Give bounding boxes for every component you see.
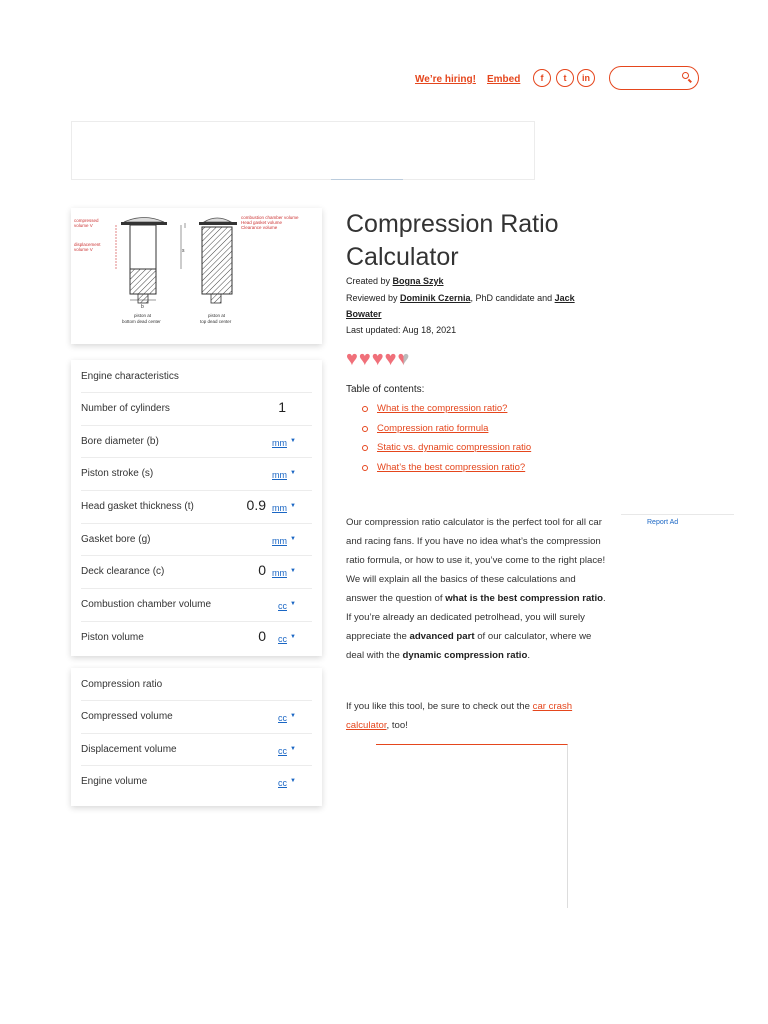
panel-title: Engine characteristics bbox=[81, 371, 179, 382]
input-row[interactable] bbox=[81, 523, 312, 556]
unit-select[interactable]: cc bbox=[278, 713, 287, 723]
created-by bbox=[346, 273, 444, 289]
compressed-label: compressed bbox=[74, 218, 99, 223]
engine-characteristics-panel bbox=[71, 360, 322, 656]
gasket-label: Head gasket volume bbox=[241, 220, 283, 225]
heart-icon[interactable]: ♥ bbox=[346, 348, 358, 370]
heart-icon[interactable]: ♥ bbox=[358, 348, 371, 370]
field-label: Bore diameter (b) bbox=[81, 435, 159, 447]
search-input[interactable] bbox=[609, 66, 699, 90]
embed-link[interactable]: Embed bbox=[487, 74, 521, 85]
displacement-sub-label: volume V bbox=[74, 247, 93, 252]
toc-item[interactable] bbox=[362, 423, 531, 443]
intro-paragraph: Our compression ratio calculator is the perfect tool for all car and racing fans. If you have no idea what’s the compression ratio formula, or how to use it, you’ve come to the right place! We will explain all the basics of these calculations and answer the question of what is the best compression ratio. If you’re already an dedicated petrolhead, you will surely appreciate the advanced part of our calculator, where we deal with the dynamic compression ratio. bbox=[346, 517, 606, 661]
input-row[interactable] bbox=[81, 765, 312, 798]
unit-select[interactable]: cc bbox=[278, 778, 287, 789]
field-label: Compressed volume bbox=[81, 711, 173, 722]
top-ad-placeholder bbox=[71, 121, 535, 180]
linkedin-icon[interactable]: in bbox=[577, 69, 595, 87]
bore-label: b bbox=[141, 304, 144, 310]
search-icon[interactable] bbox=[682, 72, 689, 79]
input-row[interactable] bbox=[81, 392, 312, 425]
author-link[interactable]: Bogna Szyk bbox=[392, 276, 444, 286]
rating-hearts[interactable] bbox=[346, 349, 409, 369]
reviewer-link-1[interactable]: Dominik Czernia bbox=[400, 293, 471, 303]
chevron-down-icon[interactable]: ▼ bbox=[290, 745, 296, 752]
report-ad-link[interactable]: Report Ad bbox=[647, 519, 679, 526]
panel-title: Compression ratio bbox=[81, 679, 163, 690]
field-value[interactable]: 1 bbox=[278, 399, 286, 415]
unit-select[interactable]: mm bbox=[272, 437, 287, 448]
half-heart-icon[interactable]: ♥ bbox=[397, 348, 410, 370]
facebook-icon[interactable]: f bbox=[533, 69, 551, 87]
field-label: Engine volume bbox=[81, 776, 148, 788]
input-row[interactable] bbox=[81, 588, 312, 621]
chevron-down-icon[interactable]: ▼ bbox=[290, 713, 296, 719]
input-row[interactable] bbox=[81, 490, 312, 523]
chevron-down-icon[interactable]: ▼ bbox=[290, 470, 296, 477]
engine-diagram bbox=[71, 208, 322, 344]
chevron-down-icon[interactable]: ▼ bbox=[290, 503, 296, 510]
field-label: Number of cylinders bbox=[81, 403, 170, 414]
left-caption-1: piston at bbox=[134, 313, 152, 318]
toc-item[interactable] bbox=[362, 403, 531, 423]
chevron-down-icon[interactable]: ▼ bbox=[290, 601, 296, 608]
input-row[interactable] bbox=[81, 621, 312, 654]
reviewer-link-2a[interactable]: Jack bbox=[554, 293, 575, 303]
displacement-label: displacement bbox=[74, 242, 101, 247]
right-caption-1: piston at bbox=[208, 313, 226, 318]
field-label: Deck clearance (c) bbox=[81, 566, 165, 578]
field-label: Combustion chamber volume bbox=[81, 599, 212, 611]
stroke-label: s bbox=[182, 248, 185, 254]
right-caption-2: top dead center bbox=[200, 319, 232, 324]
combustion-label: combustion chamber volume bbox=[241, 215, 299, 220]
toc-link[interactable]: Compression ratio formula bbox=[377, 422, 489, 434]
toc-link[interactable]: Static vs. dynamic compression ratio bbox=[377, 442, 532, 453]
toc-title: Table of contents: bbox=[346, 384, 425, 395]
last-updated: Last updated: Aug 18, 2021 bbox=[346, 325, 457, 335]
page-title: Compression Ratio Calculator bbox=[346, 210, 559, 271]
unit-select[interactable]: cc bbox=[278, 601, 287, 612]
twitter-icon[interactable]: t bbox=[556, 69, 574, 87]
engine-diagram-card bbox=[71, 208, 322, 344]
unit-select[interactable]: mm bbox=[272, 470, 287, 481]
created-prefix: Created by bbox=[346, 276, 393, 286]
unit-select[interactable]: mm bbox=[272, 503, 287, 514]
compression-ratio-panel bbox=[71, 668, 322, 806]
toc-link[interactable]: What’s the best compression ratio? bbox=[377, 461, 526, 473]
chevron-down-icon[interactable]: ▼ bbox=[290, 437, 296, 444]
bottom-ad-placeholder bbox=[376, 744, 568, 908]
reviewer-mid: , PhD candidate and bbox=[470, 293, 555, 303]
heart-icon[interactable]: ♥ bbox=[384, 348, 397, 370]
field-value[interactable]: 0.9 bbox=[246, 497, 266, 514]
ad-divider bbox=[331, 179, 403, 180]
outro-paragraph: If you like this tool, be sure to check out the car crash calculator, too! bbox=[346, 701, 573, 731]
field-value[interactable]: 0 bbox=[258, 562, 266, 579]
chevron-down-icon[interactable]: ▼ bbox=[290, 778, 296, 785]
unit-select[interactable]: mm bbox=[272, 535, 287, 546]
input-row[interactable] bbox=[81, 425, 312, 458]
table-of-contents bbox=[362, 403, 531, 481]
field-label: Piston stroke (s) bbox=[81, 468, 154, 480]
toc-link[interactable]: What is the compression ratio? bbox=[377, 403, 508, 414]
unit-select[interactable]: cc bbox=[278, 633, 287, 644]
reviewed-by bbox=[346, 290, 576, 322]
input-row[interactable] bbox=[81, 700, 312, 733]
unit-select[interactable]: cc bbox=[278, 745, 287, 756]
car-crash-link[interactable]: car crash calculator bbox=[346, 701, 573, 731]
input-row[interactable] bbox=[81, 733, 312, 766]
top-bar bbox=[0, 64, 768, 94]
field-label: Piston volume bbox=[81, 631, 144, 643]
compressed-sub-label: volume V bbox=[74, 223, 93, 228]
input-row[interactable] bbox=[81, 457, 312, 490]
toc-item[interactable] bbox=[362, 462, 531, 482]
field-label: Displacement volume bbox=[81, 743, 177, 755]
heart-icon[interactable]: ♥ bbox=[371, 348, 384, 370]
left-caption-2: bottom dead center bbox=[122, 319, 161, 324]
field-label: Head gasket thickness (t) bbox=[81, 501, 194, 513]
reviewer-link-2b[interactable]: Bowater bbox=[346, 309, 382, 319]
clearance-label: Clearance volume bbox=[241, 225, 278, 230]
chevron-down-icon[interactable]: ▼ bbox=[290, 568, 296, 575]
field-label: Gasket bore (g) bbox=[81, 533, 151, 545]
field-value[interactable]: 0 bbox=[258, 627, 266, 644]
ad-divider bbox=[621, 514, 734, 515]
chevron-down-icon[interactable]: ▼ bbox=[290, 535, 296, 542]
input-row[interactable] bbox=[81, 555, 312, 588]
chevron-down-icon[interactable]: ▼ bbox=[290, 633, 296, 640]
toc-item[interactable] bbox=[362, 442, 531, 462]
unit-select[interactable]: mm bbox=[272, 568, 287, 579]
reviewed-prefix: Reviewed by bbox=[346, 293, 401, 303]
hiring-link[interactable]: We’re hiring! bbox=[415, 74, 476, 85]
